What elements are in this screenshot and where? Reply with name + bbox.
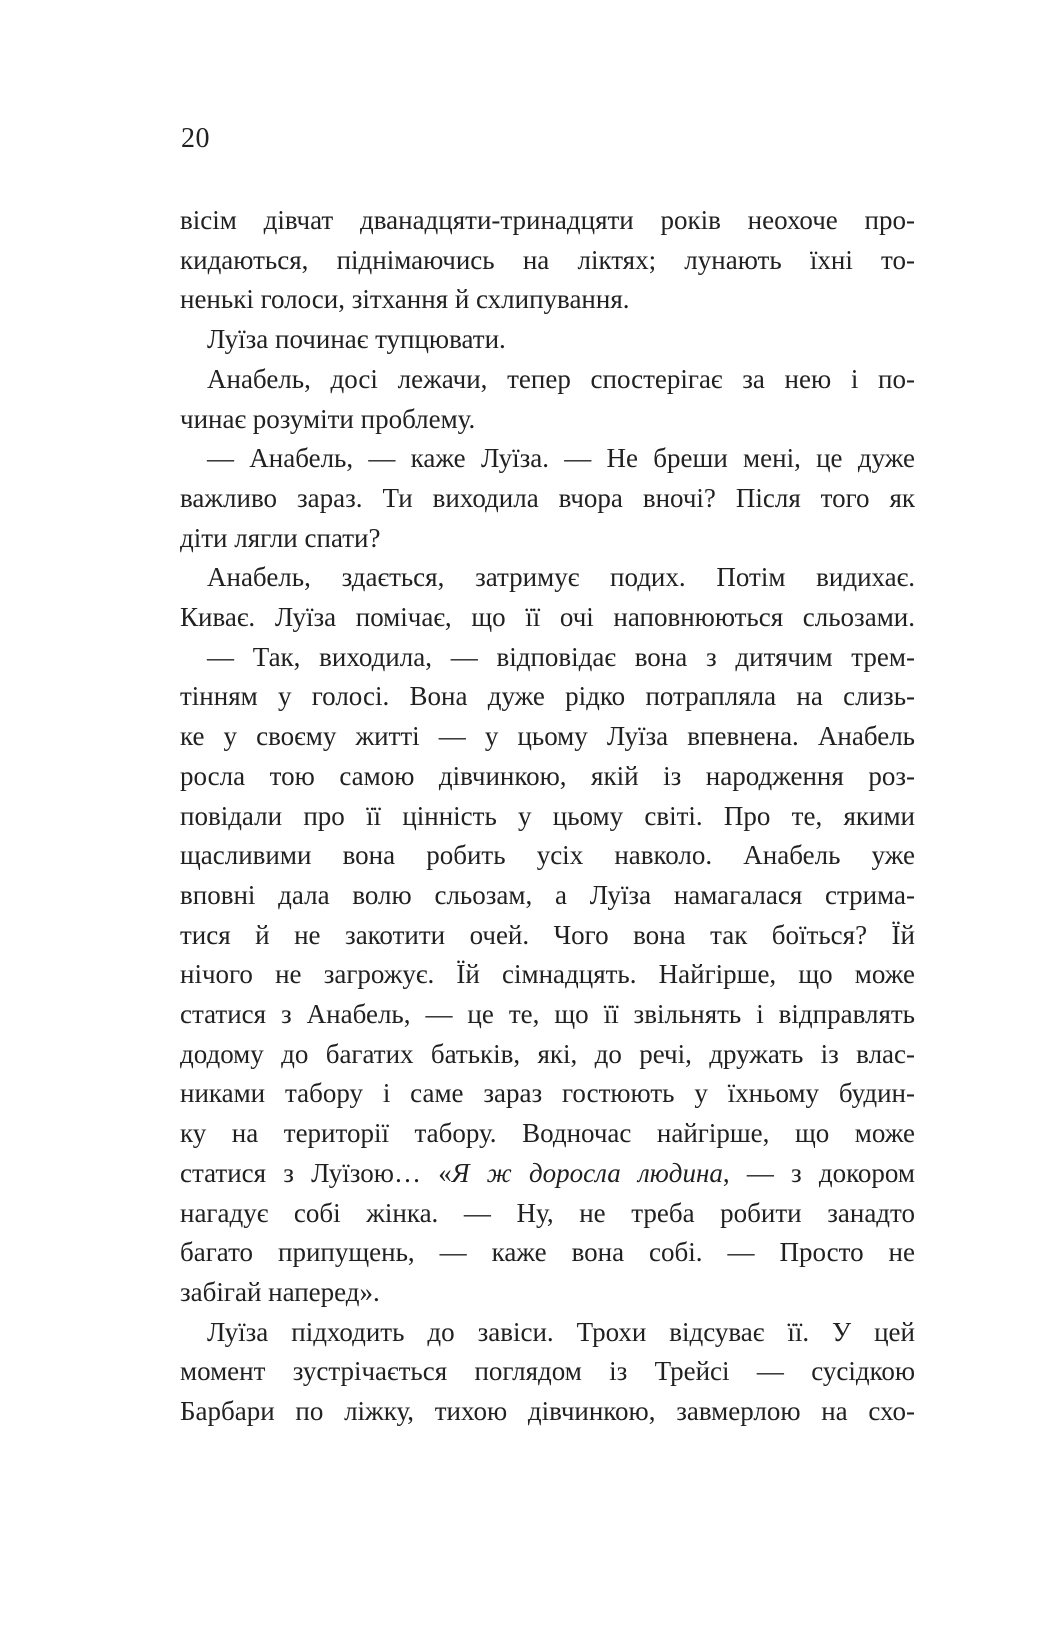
text-line: — Анабель, — каже Луїза. — Не бреши мені, це дуже [207, 443, 915, 474]
page-number: 20 [181, 123, 210, 154]
text-line: Киває. Луїза помічає, що її очі наповнюються сльозами. [180, 602, 915, 633]
text-line: статися з Анабель, — це те, що її звільнять і відправлять [180, 999, 915, 1030]
text-line: Барбари по ліжку, тихою дівчинкою, завмерлою на схо- [180, 1396, 915, 1427]
text-line: вповні дала волю сльозам, а Луїза намагалася стрима- [180, 879, 915, 910]
text-segment: , — з докором [722, 1157, 915, 1188]
text-line: діти лягли спати? [180, 522, 381, 553]
text-line: нічого не загрожує. Їй сімнадцять. Найгірше, що може [180, 959, 915, 990]
text-line: ке у своєму житті — у цьому Луїза впевнена. Анабель [180, 721, 915, 752]
text-line: Луїза починає тупцювати. [207, 324, 506, 355]
text-line: никами табору і саме зараз гостюють у їхньому будин- [180, 1078, 915, 1109]
text-line: кидаються, піднімаючись на ліктях; лунають їхні то- [180, 244, 915, 275]
text-line: тінням у голосі. Вона дуже рідко потрапляла на слизь- [180, 681, 915, 712]
text-line: щасливими вона робить усіх навколо. Анабель уже [180, 840, 915, 871]
text-line: — Так, виходила, — відповідає вона з дитячим трем- [207, 641, 915, 672]
text-line: повідали про її цінність у цьому світі. Про те, якими [180, 800, 915, 831]
text-line: додому до багатих батьків, які, до речі, дружать із влас- [180, 1038, 915, 1069]
text-line: нагадує собі жінка. — Ну, не треба робити занадто [180, 1197, 915, 1228]
text-line: важливо зараз. Ти виходила вчора вночі? Після того як [180, 482, 915, 513]
text-line: вісім дівчат дванадцяти-тринадцяти років неохоче про- [180, 205, 915, 235]
text-line: ку на території табору. Водночас найгірше, що може [180, 1118, 915, 1149]
text-segment: статися з Луїзою… « [180, 1157, 452, 1188]
text-line: Анабель, здається, затримує подих. Потім видихає. [207, 562, 915, 593]
text-line: багато припущень, — каже вона собі. — Просто не [180, 1237, 915, 1268]
text-line: Луїза підходить до завіси. Трохи відсуває її. У цей [207, 1316, 915, 1347]
text-segment-italic: Я ж доросла людина [451, 1157, 723, 1188]
text-line-with-italic [180, 1154, 915, 1194]
text-line: росла тою самою дівчинкою, якій із народження роз- [180, 760, 915, 791]
text-line: ненькі голоси, зітхання й схлипування. [180, 284, 630, 315]
text-line: тися й не закотити очей. Чого вона так боїться? Їй [180, 919, 915, 950]
text-line: чинає розуміти проблему. [180, 403, 476, 434]
text-line: Анабель, досі лежачи, тепер спостерігає за нею і по- [207, 363, 915, 394]
text-line: момент зустрічається поглядом із Трейсі — сусідкою [180, 1356, 915, 1387]
text-line: забігай наперед». [180, 1276, 380, 1307]
page-text [180, 201, 915, 1432]
